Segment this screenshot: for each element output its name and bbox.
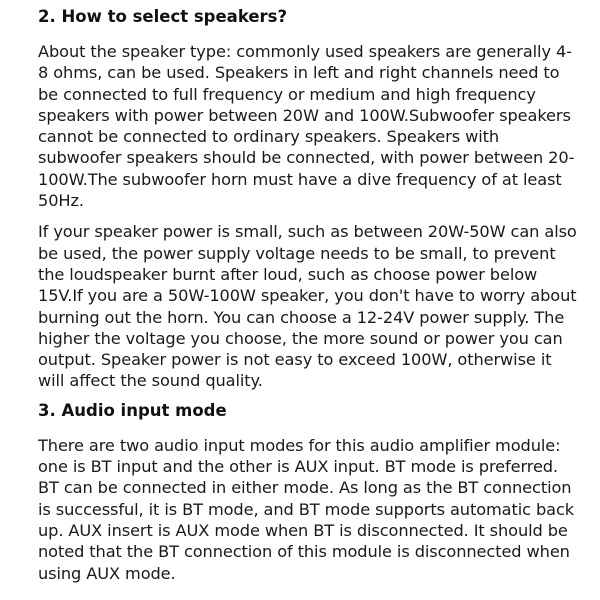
audio-input-paragraph: There are two audio input modes for this audio amplifier module: one is BT input and the other is AUX input. BT mode is preferred. BT can be connected in either mode. As long as the BT connection is successful, it is BT mode, and BT mode supports automatic back up. AUX insert is AUX mode when BT is disconnected. It should be noted that the BT connection of this module is disconnected when using AUX mode. [38, 435, 575, 583]
section-2-heading: 2. How to select speakers? [38, 7, 288, 26]
speaker-power-paragraph: If your speaker power is small, such as between 20W-50W can also be used, the power supply voltage needs to be small, to prevent the loudspeaker burnt after loud, such as choose power below 15V.If you are a 50W-100W speaker, you don't have to worry about burning out the horn. You can choose a 12-24V power supply. The higher the voltage you choose, the more sound or power you can output. Speaker power is not easy to exceed 100W, otherwise it will affect the sound quality. [38, 222, 577, 391]
speaker-type-paragraph: About the speaker type: commonly used speakers are generally 4-8 ohms, can be used. Speakers in left and right channels need to be connected to full frequency or medium and high frequency speakers with power between 20W and 100W.Subwoofer speakers cannot be connected to ordinary speakers. Speakers with subwoofer speakers should be connected, with power between 20-100W.The subwoofer horn must have a dive frequency of at least 50Hz. [38, 42, 575, 211]
section-3-heading: 3. Audio input mode [38, 400, 227, 420]
